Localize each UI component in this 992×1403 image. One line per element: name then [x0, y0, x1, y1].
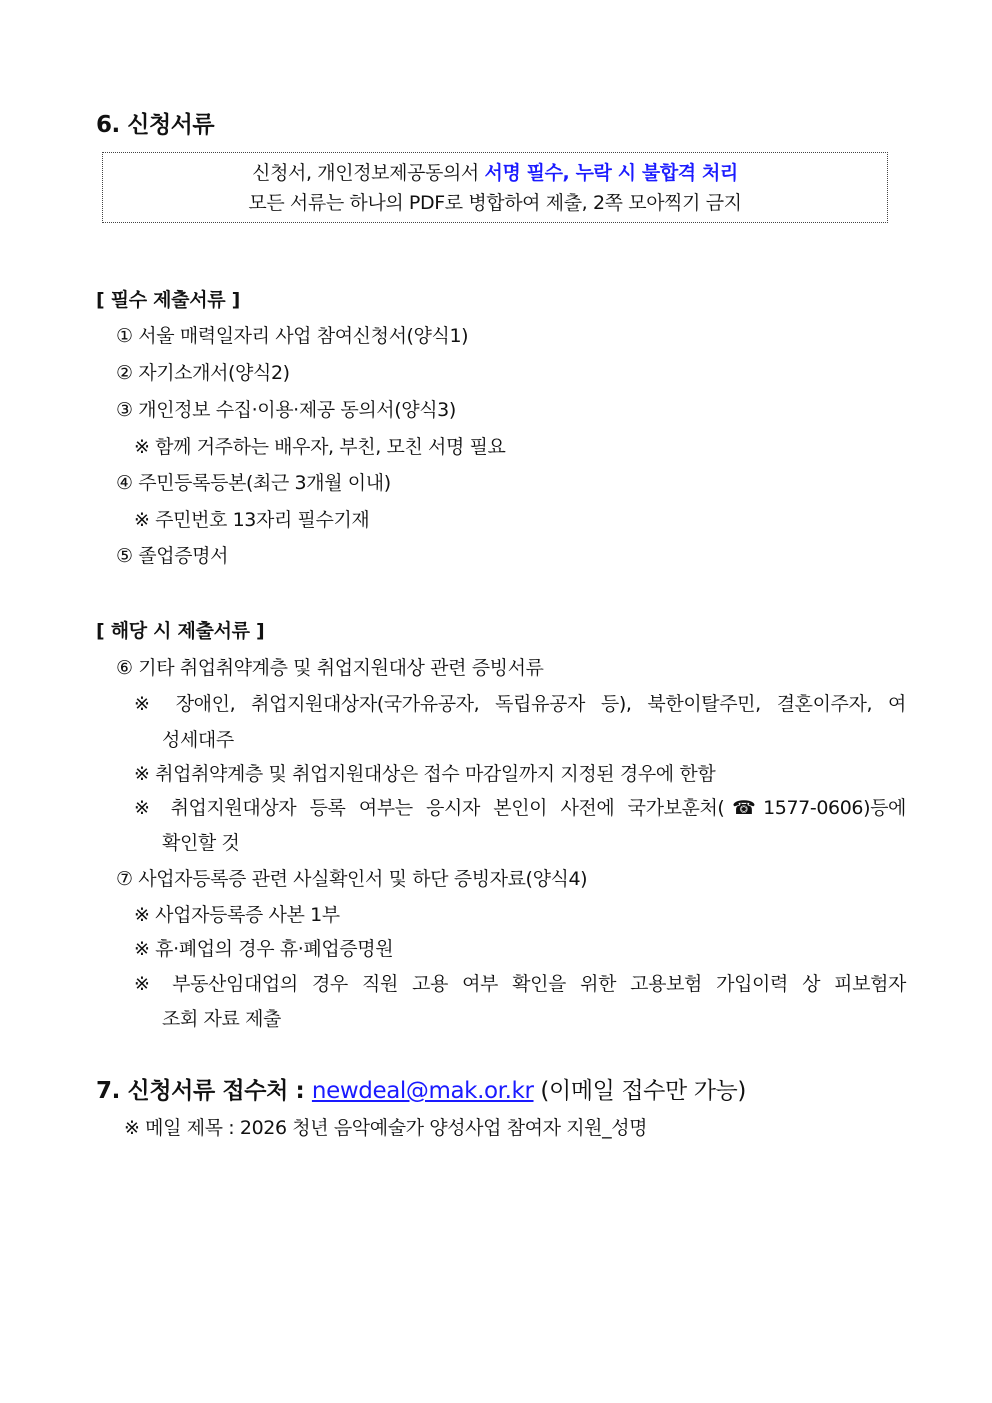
- conditional-note-6c-line-1: ※ 취업지원대상자 등록 여부는 응시자 본인이 사전에 국가보훈처(☎1577-0606)등에: [134, 797, 906, 819]
- required-item-1: ① 서울 매력일자리 사업 참여신청서(양식1): [116, 325, 469, 347]
- conditional-note-6c-line-2: 확인할 것: [162, 832, 240, 854]
- required-docs-title: [ 필수 제출서류 ]: [96, 289, 241, 311]
- notice-box: [102, 152, 888, 223]
- conditional-note-7b: ※ 휴·폐업의 경우 휴·폐업증명원: [134, 938, 394, 960]
- conditional-note-7c-line-1: ※ 부동산임대업의 경우 직원 고용 여부 확인을 위한 고용보험 가입이력 상 피보험자: [134, 973, 906, 995]
- section-6-title: 6. 신청서류: [96, 112, 215, 138]
- mail-subject-note: ※ 메일 제목 : 2026 청년 음악예술가 양성사업 참여자 지원_성명: [124, 1117, 648, 1139]
- conditional-docs-title: [ 해당 시 제출서류 ]: [96, 620, 265, 642]
- conditional-note-7c-line-2: 조회 자료 제출: [162, 1008, 282, 1030]
- required-note-3: ※ 함께 거주하는 배우자, 부친, 모친 서명 필요: [134, 436, 506, 458]
- notice-line-1: [103, 158, 887, 188]
- conditional-note-6a-line-2: 성세대주: [162, 729, 234, 751]
- section-7-title: 7. 신청서류 접수처 :: [96, 1078, 312, 1104]
- required-item-4: ④ 주민등록등본(최근 3개월 이내): [116, 472, 391, 494]
- required-note-4: ※ 주민번호 13자리 필수기재: [134, 509, 370, 531]
- notice-highlight: 서명 필수, 누락 시 불합격 처리: [484, 162, 738, 184]
- conditional-note-7a: ※ 사업자등록증 사본 1부: [134, 904, 340, 926]
- conditional-item-7: ⑦ 사업자등록증 관련 사실확인서 및 하단 증빙자료(양식4): [116, 868, 588, 890]
- email-only-note: (이메일 접수만 가능): [533, 1078, 746, 1104]
- section-7-line: [96, 1072, 746, 1105]
- conditional-item-6: ⑥ 기타 취업취약계층 및 취업지원대상 관련 증빙서류: [116, 657, 544, 679]
- required-item-5: ⑤ 졸업증명서: [116, 545, 229, 567]
- notice-line-2: 모든 서류는 하나의 PDF로 병합하여 제출, 2쪽 모아찍기 금지: [248, 192, 742, 214]
- notice-line-1-prefix: 신청서, 개인정보제공동의서: [252, 162, 485, 184]
- required-item-3: ③ 개인정보 수집·이용·제공 동의서(양식3): [116, 399, 456, 421]
- required-item-2: ② 자기소개서(양식2): [116, 362, 290, 384]
- conditional-note-6a-line-1: ※ 장애인, 취업지원대상자(국가유공자, 독립유공자 등), 북한이탈주민, 결혼이주자, 여: [134, 693, 906, 715]
- conditional-note-6b: ※ 취업취약계층 및 취업지원대상은 접수 마감일까지 지정된 경우에 한함: [134, 763, 716, 785]
- email-link[interactable]: newdeal@mak.or.kr: [311, 1078, 534, 1104]
